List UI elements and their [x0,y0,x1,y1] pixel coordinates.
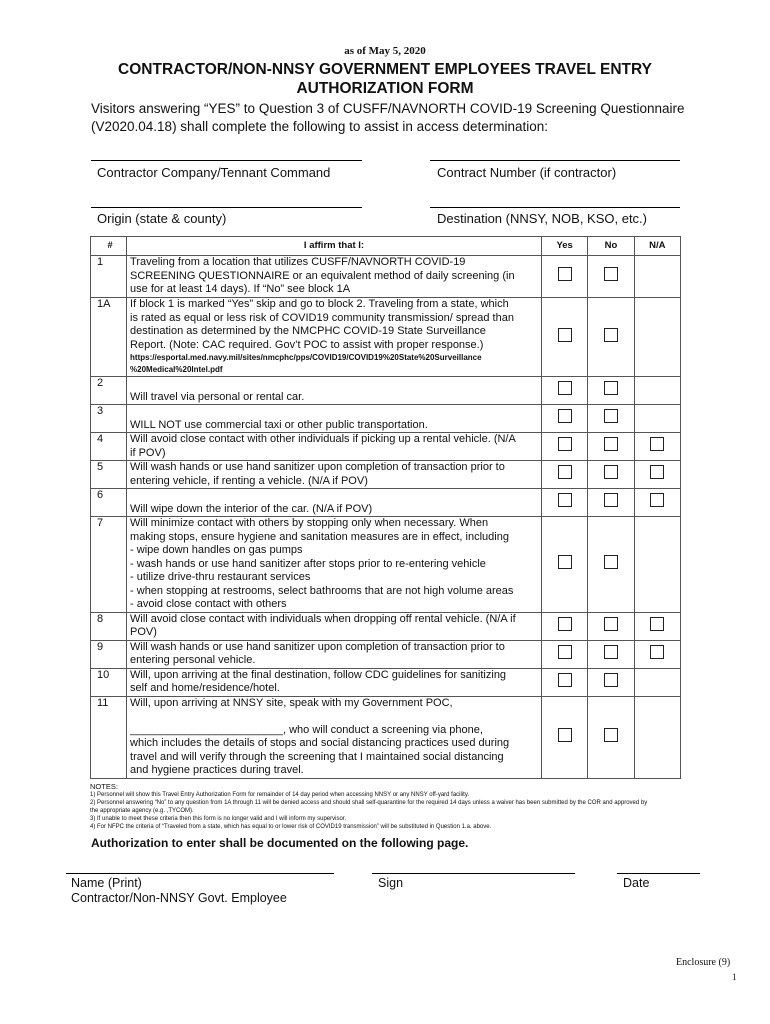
name-label [71,876,287,906]
row-text-line: entering vehicle, if renting a vehicle. (N/A if POV) [130,474,368,487]
company-field-line[interactable] [91,160,362,161]
row-text-line: - avoid close contact with others [130,598,287,610]
row-text-line: Traveling from a location that utilizes CUSFF/NAVNORTH COVID-19 [130,256,466,268]
name-label-line2: Contractor/Non-NNSY Govt. Employee [71,891,287,905]
cell-yes [541,489,587,517]
cell-no [588,433,634,461]
row-text-line: Will avoid close contact with individuals when dropping off rental vehicle. (N/A if [130,612,516,625]
row-text-line: WILL NOT use commercial taxi or other public transportation. [130,418,428,431]
cell-na [634,612,680,640]
cell-na [634,405,680,433]
row-text-line: - when stopping at restrooms, select bathrooms that are not high volume areas [130,584,514,597]
destination-field-line[interactable] [430,207,680,208]
yes-checkbox[interactable] [558,645,572,659]
row-number: 1A [91,298,127,377]
table-row [91,298,681,377]
header-no: No [588,237,634,256]
row-text [127,433,542,461]
row-text-line: POV) [130,626,157,638]
form-title [60,60,710,98]
row-text-line: destination as determined by the NMCPHC COVID-19 State Surveillance [130,325,486,337]
cell-no [588,256,634,298]
row-number: 8 [91,612,127,640]
header-yes: Yes [541,237,587,256]
row-text-line: Will, upon arriving at the final destination, follow CDC guidelines for sanitizing [130,668,507,681]
table-row [91,377,681,405]
date-label: Date [623,876,650,890]
row-text-line: self and home/residence/hotel. [130,682,280,694]
row-text-line: Will avoid close contact with other individuals if picking up a rental vehicle. (N/A [130,433,516,445]
na-checkbox[interactable] [650,617,664,631]
no-checkbox[interactable] [604,617,618,631]
no-checkbox[interactable] [604,673,618,687]
table-row [91,256,681,298]
table-row [91,433,681,461]
row-text-line: is rated as equal or less risk of COVID19 community transmission/ spread than [130,311,514,324]
cell-no [588,489,634,517]
affirmation-table [90,236,681,779]
intro-line2: (V2020.04.18) shall complete the following to assist in access determination: [91,119,548,134]
cell-no [588,696,634,778]
header-num: # [91,237,127,256]
cell-yes [541,640,587,668]
row-text [127,640,542,668]
origin-field-label: Origin (state & county) [97,211,227,226]
na-checkbox[interactable] [650,645,664,659]
yes-checkbox[interactable] [558,437,572,451]
row-text [127,696,542,778]
row-text [127,377,542,405]
row-number: 6 [91,489,127,517]
row-text-line: Will wipe down the interior of the car. (N/A if POV) [130,502,373,515]
company-field-label: Contractor Company/Tennant Command [97,165,331,180]
header-affirm: I affirm that I: [127,237,542,256]
form-title-line2: AUTHORIZATION FORM [296,80,474,97]
row-number: 4 [91,433,127,461]
form-title-line1: CONTRACTOR/NON-NNSY GOVERNMENT EMPLOYEES TRAVEL ENTRY [118,61,652,78]
yes-checkbox[interactable] [558,728,572,742]
cell-no [588,668,634,696]
cell-yes [541,461,587,489]
header-na: N/A [634,237,680,256]
cell-no [588,377,634,405]
row-text-line [130,377,538,391]
cell-na [634,461,680,489]
row-text-line: Will wash hands or use hand sanitizer upon completion of transaction prior to [130,461,505,473]
row-text [127,668,542,696]
row-number: 9 [91,640,127,668]
no-checkbox[interactable] [604,437,618,451]
no-checkbox[interactable] [604,381,618,395]
cell-na [634,640,680,668]
contract-field-label: Contract Number (if contractor) [437,165,617,180]
row-text-line: Will travel via personal or rental car. [130,390,305,403]
yes-checkbox[interactable] [558,465,572,479]
row-text [127,461,542,489]
row-number: 3 [91,405,127,433]
table-row [91,461,681,489]
no-checkbox[interactable] [604,555,618,569]
table-row [91,696,681,778]
cell-yes [541,696,587,778]
cell-na [634,517,680,613]
surveillance-report-link[interactable]: %20Medical%20Intel.pdf [130,365,223,374]
yes-checkbox[interactable] [558,267,572,281]
table-row [91,668,681,696]
row-text-line: SCREENING QUESTIONNAIRE or an equivalent method of daily screening (in [130,269,515,282]
destination-field-label: Destination (NNSY, NOB, KSO, etc.) [437,211,647,226]
row-text-line: if POV) [130,446,166,459]
note-item: the appropriate agency (e.g. ,TYCOM). [90,808,194,814]
cell-na [634,377,680,405]
no-checkbox[interactable] [604,267,618,281]
row-text-line: making stops, ensure hygiene and sanitation measures are in effect, including [130,530,509,543]
row-text-line [130,489,538,503]
as-of-date: as of May 5, 2020 [344,45,426,57]
row-text [127,405,542,433]
cell-yes [541,377,587,405]
note-item: 2) Personnel answering “No” to any question from 1A through 11 will be denied access and should shall self-quarantine for the required 14 days unless a waiver has been submitted by the COR and approved by [90,800,648,806]
cell-yes [541,405,587,433]
table-header-row [91,237,681,256]
row-number: 5 [91,461,127,489]
yes-checkbox[interactable] [558,328,572,342]
yes-checkbox[interactable] [558,493,572,507]
date-signature-line[interactable] [617,873,700,874]
row-text-line [130,710,538,724]
surveillance-report-link[interactable]: https://esportal.med.navy.mil/sites/nmcphc/pps/COVID19/COVID19%20State%20Surveillance [130,353,482,362]
row-text [127,612,542,640]
na-checkbox[interactable] [650,465,664,479]
row-text [127,298,542,377]
cell-na [634,489,680,517]
name-label-line1: Name (Print) [71,876,142,890]
cell-yes [541,433,587,461]
row-text-line: _________________________, who will conduct a screening via phone, [130,723,483,736]
row-text-line [130,405,538,419]
row-text-line: - utilize drive-thru restaurant services [130,571,311,583]
table-row [91,489,681,517]
cell-no [588,612,634,640]
row-text-line: entering personal vehicle. [130,654,256,666]
na-checkbox[interactable] [650,493,664,507]
cell-yes [541,612,587,640]
page-number: 1 [732,972,737,982]
enclosure-label: Enclosure (9) [676,957,731,968]
cell-yes [541,517,587,613]
row-text-line: - wash hands or use hand sanitizer after stops prior to re-entering vehicle [130,557,486,570]
cell-no [588,405,634,433]
notes-section [90,783,690,831]
note-item: 3) If unable to meet these criteria then this form is no longer valid and I will inform my supervisor. [90,816,347,822]
row-number: 10 [91,668,127,696]
cell-no [588,461,634,489]
yes-checkbox[interactable] [558,409,572,423]
cell-no [588,517,634,613]
yes-checkbox[interactable] [558,617,572,631]
notes-heading: NOTES: [90,782,118,791]
row-text-line: Will, upon arriving at NNSY site, speak with my Government POC, [130,696,453,709]
row-text-line: travel and will verify through the screening that I maintained social distancing [130,750,504,763]
note-item: 1) Personnel will show this Travel Entry Authorization Form for remainder of 14 day period when accessing NNSY or any NNSY off-yard facility. [90,792,470,798]
row-text-line: If block 1 is marked “Yes” skip and go to block 2. Traveling from a state, which [130,298,509,310]
cell-na [634,668,680,696]
note-item: 4) For NFPC the criteria of “Traveled from a state, which has equal to or lower risk of COVID19 transmission” will be substituted in Question 1.a. above. [90,824,492,830]
yes-checkbox[interactable] [558,673,572,687]
sign-label: Sign [378,876,404,890]
na-checkbox[interactable] [650,437,664,451]
sign-signature-line[interactable] [372,873,575,874]
table-row [91,612,681,640]
cell-no [588,640,634,668]
row-number: 11 [91,696,127,778]
no-checkbox[interactable] [604,493,618,507]
authorization-note: Authorization to enter shall be documented on the following page. [91,836,469,850]
table-row [91,405,681,433]
no-checkbox[interactable] [604,409,618,423]
table-row [91,517,681,613]
row-number: 7 [91,517,127,613]
cell-yes [541,668,587,696]
name-signature-line[interactable] [66,873,334,874]
origin-field-line[interactable] [91,207,362,208]
intro-text [91,100,691,136]
intro-line1: Visitors answering “YES” to Question 3 of CUSFF/NAVNORTH COVID-19 Screening Questionnaire [91,101,685,116]
cell-yes [541,298,587,377]
cell-na [634,433,680,461]
no-checkbox[interactable] [604,465,618,479]
cell-no [588,298,634,377]
no-checkbox[interactable] [604,728,618,742]
row-text-line: Will wash hands or use hand sanitizer upon completion of transaction prior to [130,640,505,653]
row-text-line: Report. (Note: CAC required. Gov’t POC to assist with proper response.) [130,338,484,351]
row-text-line: - wipe down handles on gas pumps [130,544,303,556]
contract-field-line[interactable] [430,160,680,161]
row-text-line: Will minimize contact with others by stopping only when necessary. When [130,517,489,529]
no-checkbox[interactable] [604,328,618,342]
cell-na [634,298,680,377]
row-text [127,517,542,613]
cell-na [634,256,680,298]
table-row [91,640,681,668]
cell-na [634,696,680,778]
row-text-line: use for at least 14 days). If “No” see block 1A [130,283,351,295]
row-number: 2 [91,377,127,405]
row-text-line: and hygiene practices during travel. [130,764,304,776]
yes-checkbox[interactable] [558,381,572,395]
row-text [127,256,542,298]
row-text-line: which includes the details of stops and social distancing practices used during [130,737,510,749]
yes-checkbox[interactable] [558,555,572,569]
row-number: 1 [91,256,127,298]
cell-yes [541,256,587,298]
row-text [127,489,542,517]
no-checkbox[interactable] [604,645,618,659]
